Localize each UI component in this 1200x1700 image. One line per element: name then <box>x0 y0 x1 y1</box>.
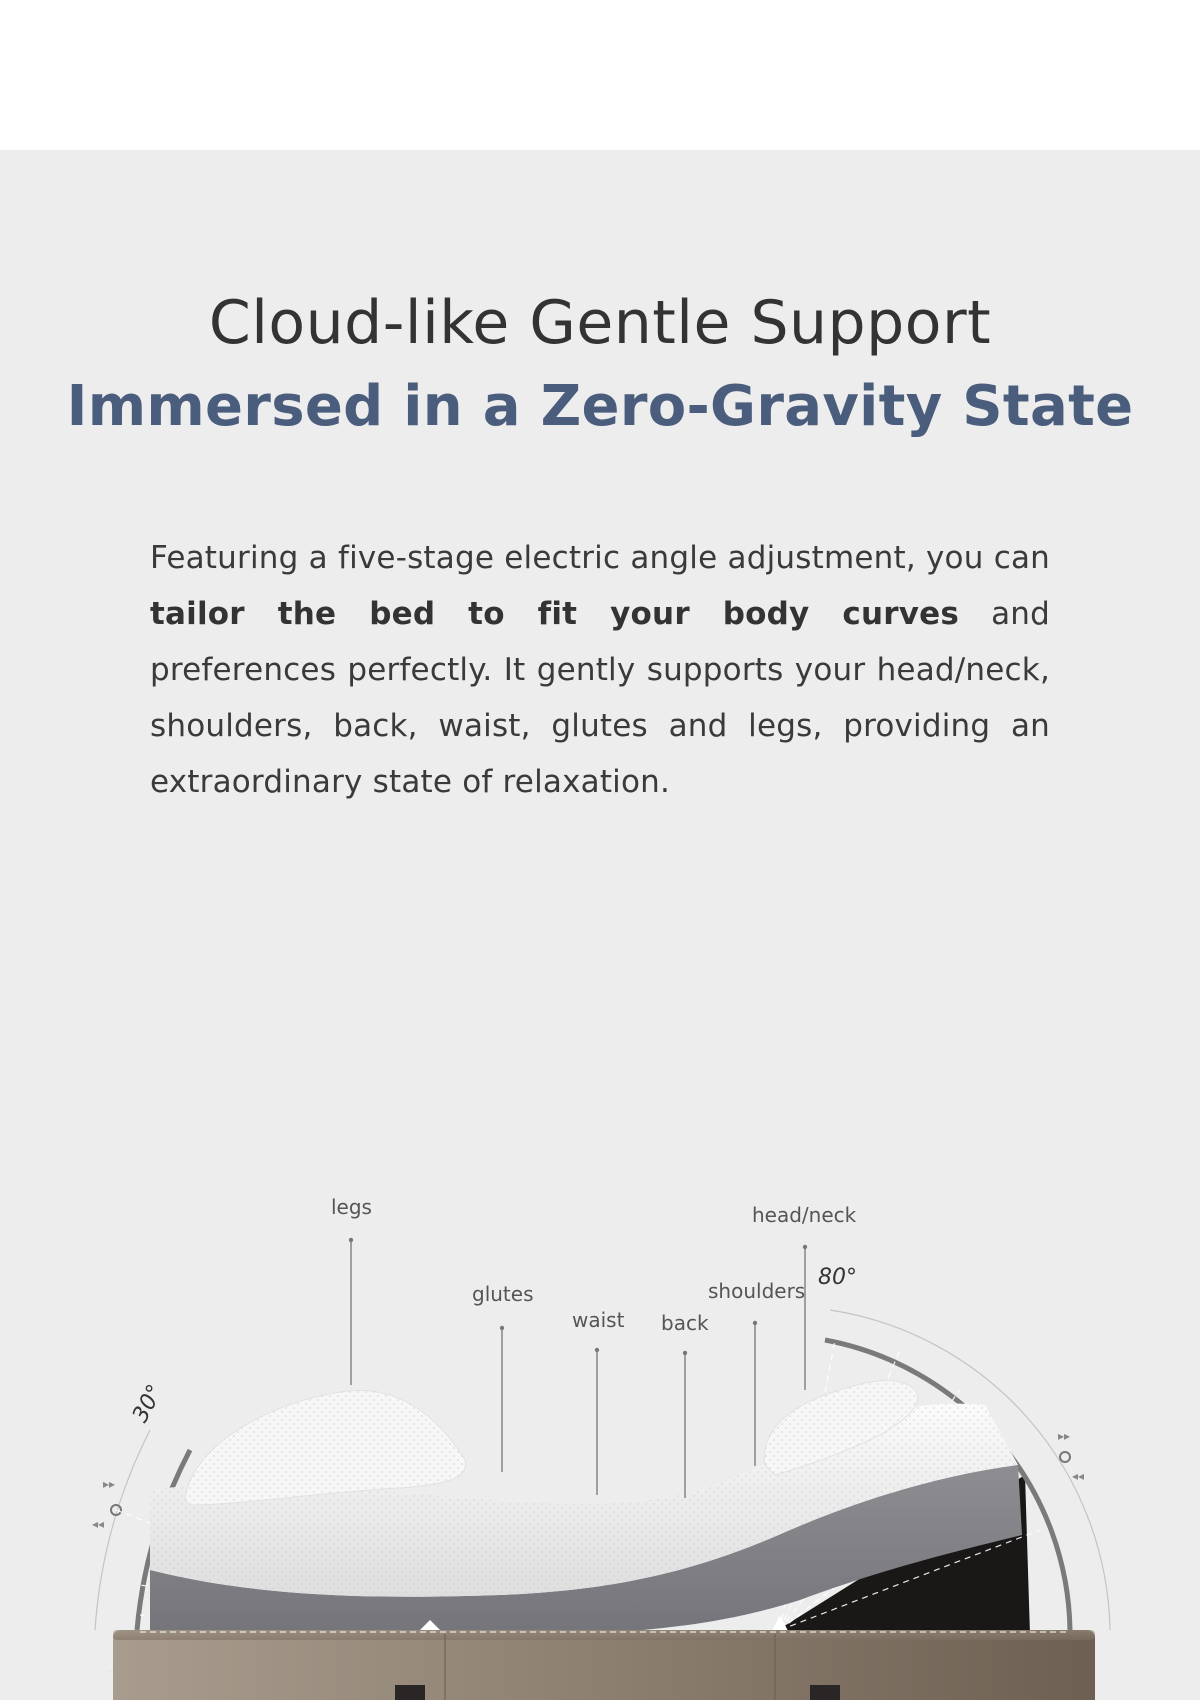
headline-secondary: Immersed in a Zero-Gravity State <box>66 374 1134 439</box>
head-arrow-icon: ▸▸ <box>1058 1429 1071 1443</box>
head-arrow-down-icon: ◂◂ <box>1072 1469 1085 1483</box>
foot-arrow-up-icon: ▸▸ <box>103 1477 116 1491</box>
angle-label-head: 80° <box>818 1265 857 1290</box>
feature-section <box>0 150 1200 1700</box>
description-text-2: and preferences perfectly. It gently supports your head/neck, shoulders, back, waist, glutes and legs, providing an extraordinary state of relaxation. <box>150 596 1050 800</box>
adjustable-bed-illustration <box>0 1010 1200 1700</box>
label-shoulders: shoulders <box>708 1279 806 1303</box>
label-legs: legs <box>331 1195 372 1219</box>
bed-foot-right <box>810 1685 840 1700</box>
description-text-1: Featuring a five-stage electric angle adjustment, you can <box>150 540 1050 576</box>
label-waist: waist <box>572 1308 625 1332</box>
bed-foot-left <box>395 1685 425 1700</box>
head-angle-marker <box>1060 1452 1070 1462</box>
feature-description <box>150 530 1050 810</box>
label-head-neck: head/neck <box>752 1203 857 1227</box>
angle-label-foot: 30° <box>128 1380 169 1427</box>
foot-arrow-icon: ◂◂ <box>92 1517 105 1531</box>
leg-pillow-texture <box>185 1390 466 1505</box>
bed-frame <box>113 1630 1095 1700</box>
bed-graphic <box>0 1010 1200 1700</box>
description-highlight: tailor the bed to fit your body curves <box>150 596 960 632</box>
label-back: back <box>661 1311 709 1335</box>
label-glutes: glutes <box>472 1282 534 1306</box>
headline-primary: Cloud-like Gentle Support <box>208 288 992 358</box>
